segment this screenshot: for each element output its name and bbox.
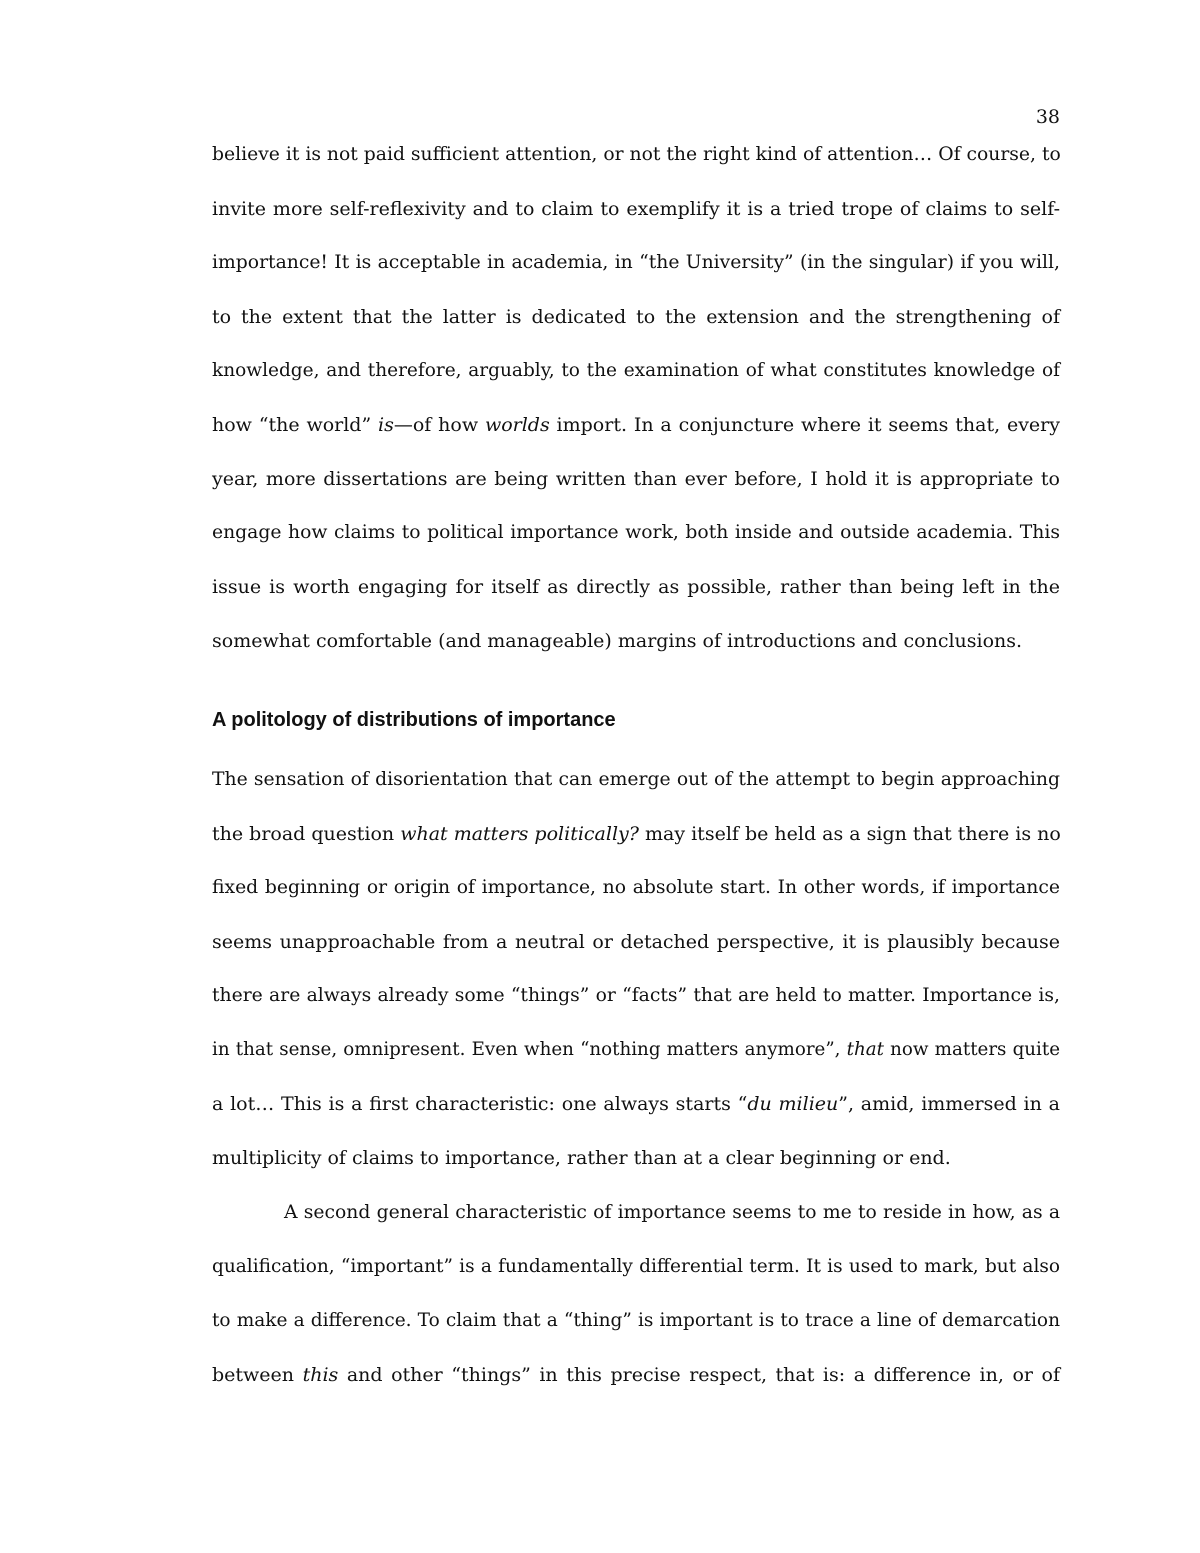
paragraph-2-line-5: there are always already some “things” or “facts” that are held to matter. Importance is,: [212, 985, 1060, 1006]
paragraph-1-line-3: importance! It is acceptable in academia, in “the University” (in the singular) if you will,: [212, 252, 1060, 273]
text-segment: between: [212, 1364, 303, 1386]
text-segment: may itself be held as a sign that there is no: [638, 823, 1061, 845]
italic-text: du milieu: [747, 1093, 839, 1115]
paragraph-1-line-9: issue is worth engaging for itself as directly as possible, rather than being left in the: [212, 576, 1060, 598]
italic-text: what matters politically?: [400, 823, 639, 845]
text-segment: ”, amid, immersed in a: [838, 1093, 1060, 1115]
italic-text: this: [302, 1364, 339, 1386]
paragraph-2-line-1: The sensation of disorientation that can emerge out of the attempt to begin approaching: [212, 769, 1060, 790]
paragraph-1-line-6: [212, 411, 1060, 439]
paragraph-1-line-4: to the extent that the latter is dedicated to the extension and the strengthening of: [212, 306, 1060, 328]
italic-text: worlds: [484, 414, 550, 436]
paragraph-1-line-7: year, more dissertations are being written than ever before, I hold it is appropriate to: [212, 468, 1060, 490]
paragraph-1-line-2: invite more self-reflexivity and to claim to exemplify it is a tried trope of claims to self-: [212, 198, 1060, 220]
paragraph-1-line-10: somewhat comfortable (and manageable) margins of introductions and conclusions.: [212, 630, 1023, 652]
paragraph-1-line-5: knowledge, and therefore, arguably, to the examination of what constitutes knowledge of: [212, 360, 1060, 381]
text-segment: —of how: [393, 414, 485, 436]
paragraph-2-line-3: fixed beginning or origin of importance, no absolute start. In other words, if importance: [212, 877, 1060, 898]
paragraph-3-line-4: [212, 1361, 1060, 1389]
paragraph-1-line-1: believe it is not paid sufficient attention, or not the right kind of attention… Of course, to: [212, 144, 1061, 165]
italic-text: is: [378, 414, 394, 436]
paragraph-1-line-8: engage how claims to political importance work, both inside and outside academia. This: [212, 522, 1060, 543]
paragraph-2-line-6: [212, 1036, 1060, 1064]
paragraph-2-line-2: [212, 820, 1060, 848]
paragraph-3-line-1: A second general characteristic of importance seems to me to reside in how, as a: [284, 1202, 1060, 1223]
text-segment: import. In a conjuncture where it seems that, every: [549, 414, 1060, 436]
paragraph-3-line-3: to make a difference. To claim that a “thing” is important is to trace a line of demarcation: [212, 1310, 1060, 1331]
paragraph-2-line-4: seems unapproachable from a neutral or detached perspective, it is plausibly because: [212, 931, 1060, 953]
text-segment: the broad question: [212, 823, 401, 845]
text-segment: now matters quite: [883, 1039, 1060, 1060]
paragraph-3-line-2: qualification, “important” is a fundamentally differential term. It is used to mark, but also: [212, 1256, 1060, 1277]
text-segment: in that sense, omnipresent. Even when “nothing matters anymore”,: [212, 1039, 847, 1060]
paragraph-2-line-8: multiplicity of claims to importance, rather than at a clear beginning or end.: [212, 1147, 951, 1169]
text-segment: how “the world”: [212, 414, 379, 436]
text-segment: a lot… This is a first characteristic: one always starts “: [212, 1093, 748, 1115]
section-heading: A politology of distributions of importance: [212, 709, 616, 731]
italic-text: that: [846, 1039, 884, 1060]
page-number: 38: [1035, 106, 1060, 128]
paragraph-2-line-7: [212, 1090, 1060, 1118]
text-segment: and other “things” in this precise respect, that is: a difference in, or of: [338, 1364, 1060, 1386]
